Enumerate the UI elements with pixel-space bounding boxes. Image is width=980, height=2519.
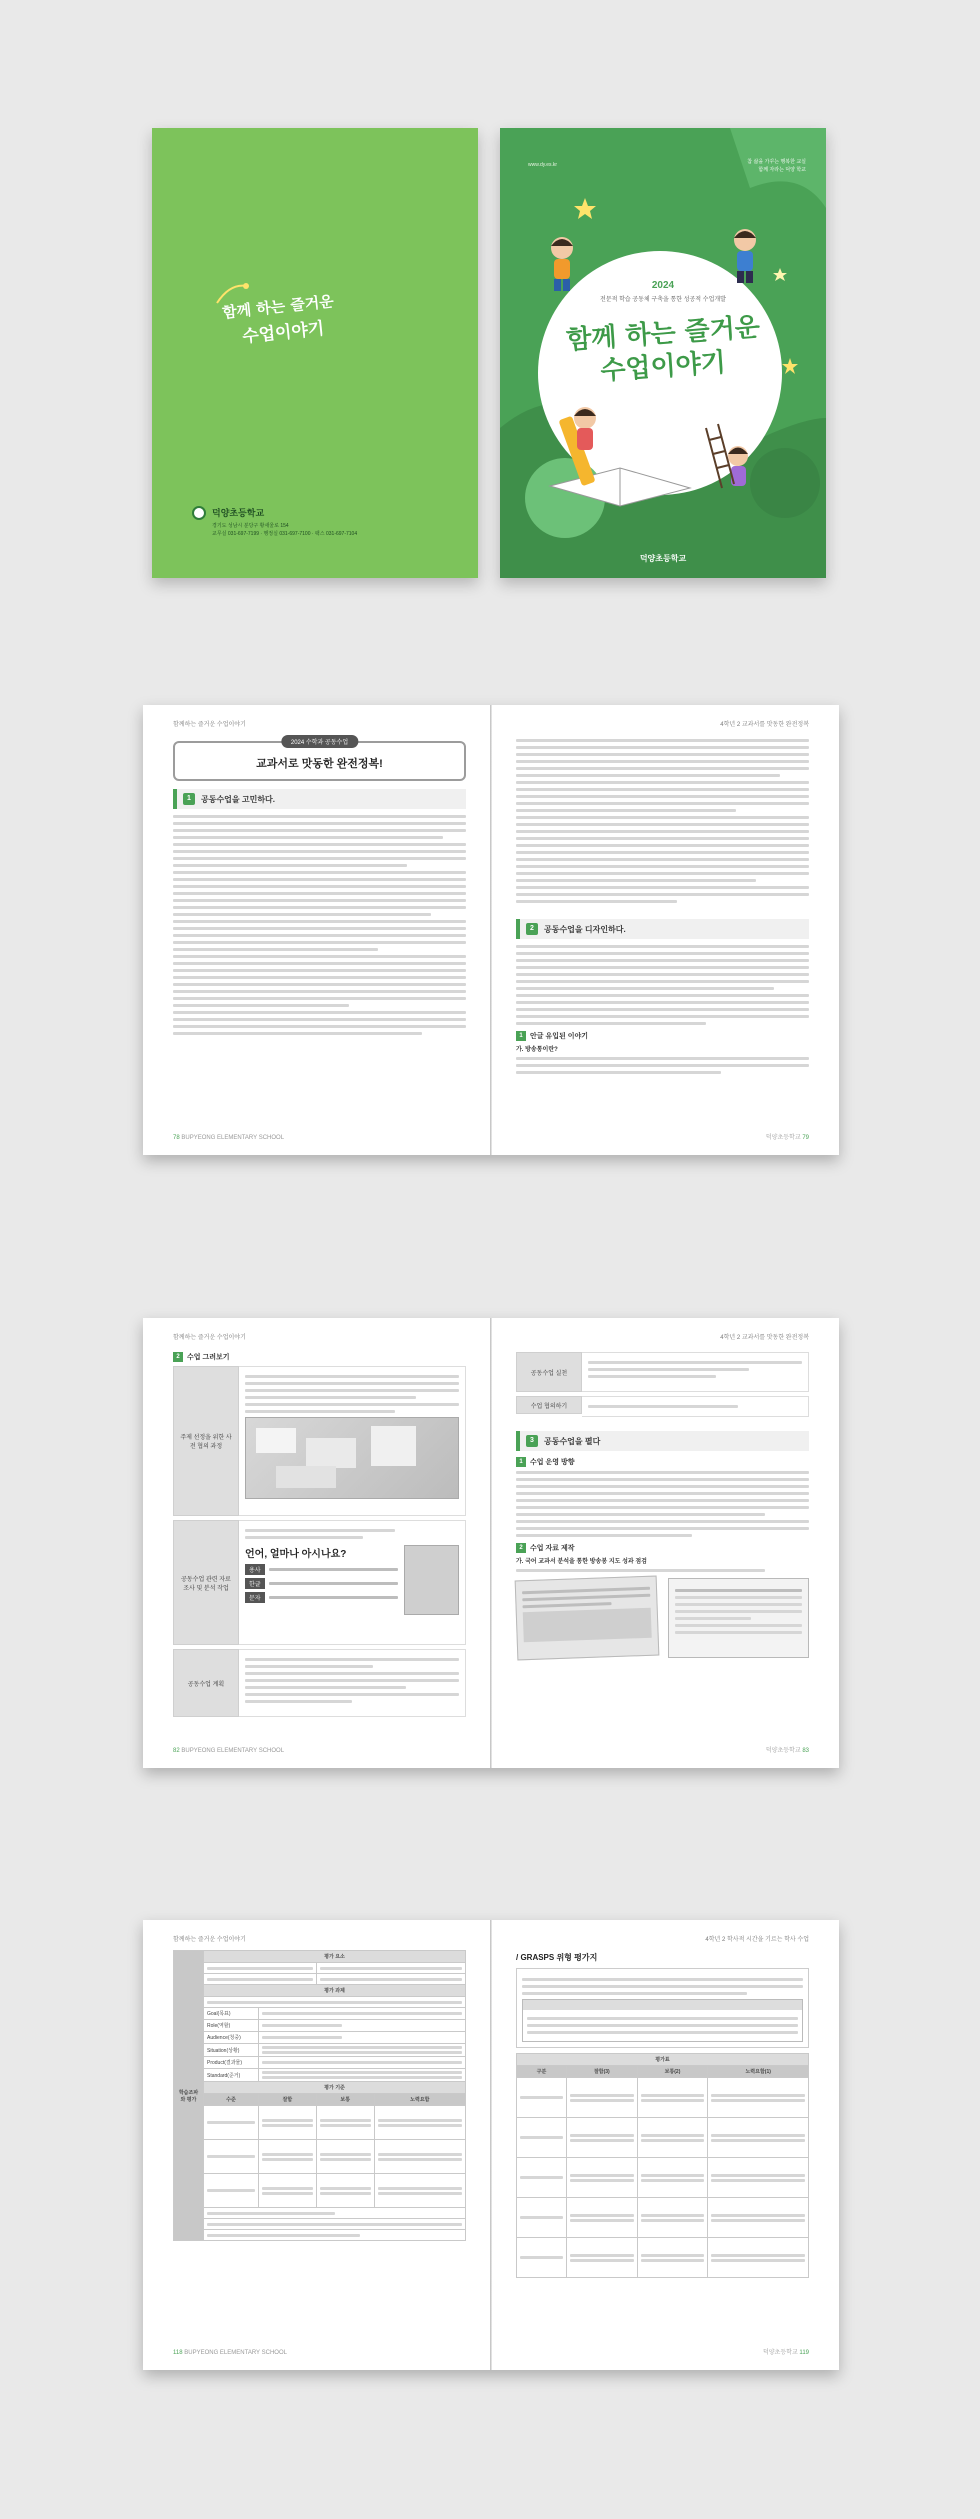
plan-row [173, 1520, 466, 1645]
school-logo-icon [192, 506, 206, 520]
plan-row-label: 공동수업 관련 자료 조사 및 분석 작업 [173, 1520, 239, 1645]
spread2-left-page [143, 1318, 490, 1768]
spread-1 [143, 705, 839, 1155]
page-footer [763, 2347, 809, 2356]
rubric-col: 노력요함 [374, 2094, 465, 2106]
page-number: 79 [802, 1135, 809, 1141]
kid-figure-icon [734, 229, 756, 283]
grasps-row-label: Product(결과물) [204, 2057, 259, 2069]
page-title: 교과서로 맛동한 완전정복! [256, 758, 383, 770]
plan-row-label: 공동수업 계획 [173, 1649, 239, 1717]
worksheet-image [515, 1576, 659, 1661]
subsection-heading [173, 1352, 466, 1362]
page-footer [173, 2350, 287, 2356]
plan-row [516, 1352, 809, 1392]
table-col: 잘함(3) [567, 2066, 638, 2078]
front-tagline-2: 함께 자라는 덕양 학교 [758, 167, 806, 173]
sub-item: 가. 국어 교과서 분석을 통한 방송봉 지도 성과 점검 [516, 1559, 647, 1565]
plan-row [173, 1366, 466, 1516]
plan-row-content [239, 1649, 466, 1717]
cover-spread [152, 128, 826, 578]
rubric-col: 잘함 [259, 2094, 317, 2106]
page-number: 118 [173, 2350, 183, 2356]
plan-row [173, 1649, 466, 1717]
plan-row-label: 공동수업 실천 [516, 1352, 582, 1392]
page-number: 83 [802, 1748, 809, 1754]
quiz-tag: 문자 [245, 1592, 265, 1603]
worksheet-image [668, 1578, 810, 1658]
spread3-right-page [492, 1920, 839, 2370]
back-title-line1: 함께 하는 즐거운 [221, 292, 335, 322]
table-title: 평가표 [517, 2054, 809, 2066]
grasps-row-label: Role(역할) [204, 2020, 259, 2032]
page-number: 82 [173, 1748, 180, 1754]
running-header: 4학년 2 교과서를 맛동한 완전정복 [720, 1335, 809, 1341]
section-title: 공동수업을 고민하다. [201, 794, 275, 804]
plan-row-content [239, 1366, 466, 1516]
front-tagline-1: 참 삶을 가꾸는 행복한 교실 [747, 159, 806, 165]
page-number: 78 [173, 1135, 180, 1141]
back-contacts: 교무실 031-697-7199 · 행정실 031-697-7100 · 팩스 031-697-7104 [212, 531, 358, 537]
front-year: 2024 [651, 280, 675, 291]
plan-row-content [582, 1396, 809, 1417]
spread3-left-page [143, 1920, 490, 2370]
section-heading [516, 1431, 809, 1451]
back-address: 경기도 성남시 분당구 황새울로 154 [212, 523, 289, 529]
page-footer [173, 1135, 284, 1141]
front-school-name: 덕양초등학교 [639, 554, 687, 563]
front-url: www.dy.es.kr [528, 162, 558, 168]
plan-row [516, 1396, 809, 1417]
spread-2 [143, 1318, 839, 1768]
front-title-line1: 함께 하는 즐거운 [565, 312, 761, 356]
subsection-heading [516, 1543, 809, 1553]
plan-row-label: 주제 선정을 위한 사전 협의 과정 [173, 1366, 239, 1516]
plan-row-label: 수업 협의하기 [516, 1396, 582, 1414]
running-header: 4학년 2 교과서를 맛동한 완전정복 [720, 722, 809, 728]
front-cover [500, 128, 826, 578]
subsection-number: 1 [516, 1031, 526, 1041]
instructions-box [516, 1968, 809, 2048]
running-header: 4학년 2 학사적 시간을 기르는 학사 수업 [705, 1937, 809, 1943]
title-badge: 2024 수학과 공동수업 [281, 735, 358, 748]
quiz-card [245, 1545, 459, 1615]
grasps-row-label: Situation(상황) [204, 2044, 259, 2057]
subsection-title: 수업 자료 제작 [530, 1545, 575, 1552]
rubric-col: 보통 [316, 2094, 374, 2106]
front-title-line2: 수업이야기 [599, 347, 727, 387]
sub-item: 가. 방송통이란? [516, 1047, 558, 1053]
table-col: 보통(2) [637, 2066, 708, 2078]
grasps-row-label: Goal(목표) [204, 2008, 259, 2020]
quiz-illustration [404, 1545, 459, 1615]
footer-school: 덕양초등학교 [765, 1748, 801, 1754]
table-col: 구분 [517, 2066, 567, 2078]
grasps-row-label: Standard(준거) [204, 2069, 259, 2082]
quiz-tag: 한글 [245, 1578, 265, 1589]
spread2-right-page [492, 1318, 839, 1768]
back-title-line2: 수업이야기 [241, 318, 326, 348]
page-footer [173, 1748, 284, 1754]
subsection-title: 수업 운영 방향 [530, 1459, 575, 1466]
subsection-heading [516, 1031, 809, 1041]
body-text-block [516, 945, 809, 1025]
rubric-title: 평가 기준 [204, 2082, 466, 2094]
table-header: 평가 요소 [204, 1951, 466, 1963]
table-section: 평가 과제 [204, 1985, 466, 1997]
back-cover [152, 128, 478, 578]
back-school-name: 덕양초등학교 [212, 508, 265, 518]
spread1-right-page [492, 705, 839, 1155]
body-text-block [516, 1471, 809, 1537]
subsection-heading [516, 1457, 809, 1467]
front-subtitle: 전문적 학습 공동체 구축을 통한 성공적 수업개발 [600, 297, 726, 303]
footer-school: BUPYEONG ELEMENTARY SCHOOL [181, 1748, 285, 1754]
footer-school: BUPYEONG ELEMENTARY SCHOOL [184, 2350, 287, 2356]
subsection-number: 2 [516, 1543, 526, 1553]
footer-school: 덕양초등학교 [762, 2350, 798, 2356]
spread-3 [143, 1920, 839, 2370]
plan-row-content [582, 1352, 809, 1392]
section-number: 3 [526, 1435, 538, 1447]
footer-school: BUPYEONG ELEMENTARY SCHOOL [181, 1135, 285, 1141]
section-heading: / GRASPS 위형 평가지 [516, 1953, 598, 1962]
footer-school: 덕양초등학교 [765, 1135, 801, 1141]
subsection-title: 안글 유입된 이야기 [530, 1033, 588, 1040]
section-title: 공동수업을 펼다 [544, 1436, 601, 1446]
spread1-left-page [143, 705, 490, 1155]
section-title: 공동수업을 디자인하다. [544, 924, 626, 934]
running-header: 함께하는 즐거운 수업이야기 [173, 1335, 246, 1341]
meeting-photo [245, 1417, 459, 1499]
quiz-tag: 용사 [245, 1564, 265, 1575]
quiz-title: 언어, 얼마나 아시나요? [245, 1549, 347, 1560]
section-number: 1 [183, 793, 195, 805]
assessment-table [173, 1950, 466, 2241]
section-number: 2 [526, 923, 538, 935]
assessment-side-label: 학습조파와 평가 [174, 1951, 204, 2241]
grasps-row-label: Audience(청중) [204, 2032, 259, 2044]
page-footer [766, 1132, 809, 1141]
grasps-table [516, 2053, 809, 2278]
title-box [173, 741, 466, 781]
section-heading [173, 789, 466, 809]
rubric-col: 수준 [204, 2094, 259, 2106]
subsection-number: 1 [516, 1457, 526, 1467]
plan-row-content [239, 1520, 466, 1645]
page-number: 119 [799, 2350, 809, 2356]
table-col: 노력요함(1) [708, 2066, 809, 2078]
running-header: 함께하는 즐거운 수업이야기 [173, 722, 246, 728]
running-header: 함께하는 즐거운 수업이야기 [173, 1937, 246, 1943]
body-text-block [516, 739, 809, 903]
section-heading [516, 919, 809, 939]
worksheet-images [516, 1578, 809, 1658]
page-footer [766, 1745, 809, 1754]
subsection-number: 2 [173, 1352, 183, 1362]
subsection-title: 수업 그려보기 [187, 1354, 230, 1361]
body-text-block [173, 815, 466, 1035]
